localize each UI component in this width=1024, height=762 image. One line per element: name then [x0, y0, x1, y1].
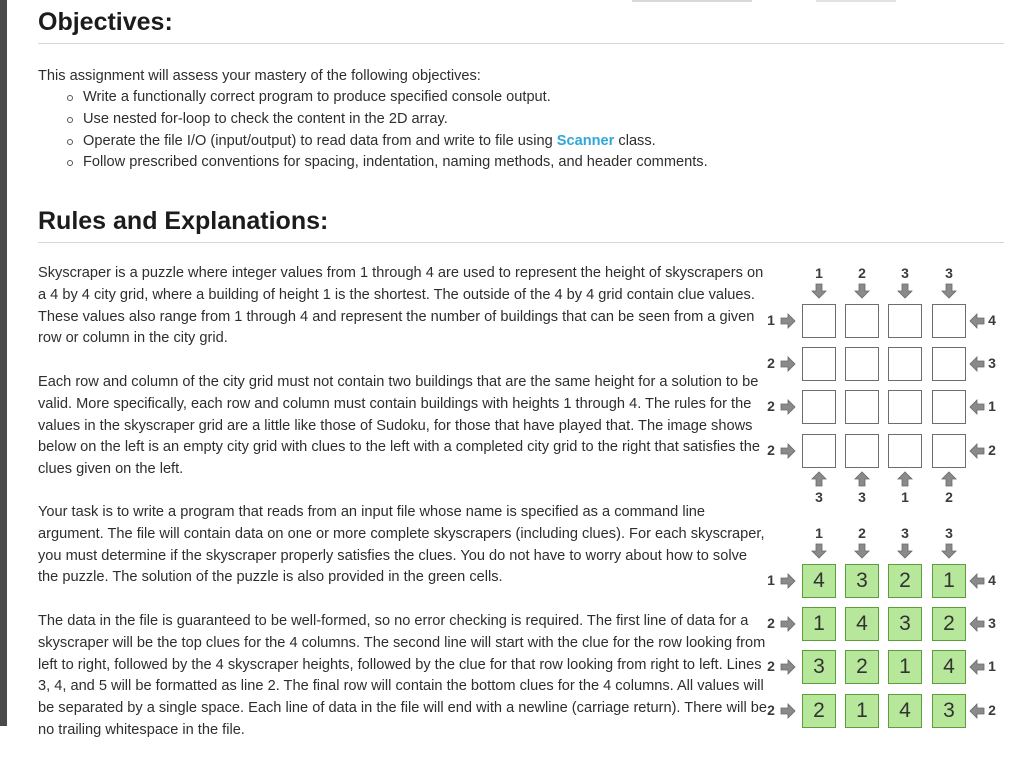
grid-cell	[802, 390, 836, 424]
right-clue: 1	[988, 658, 996, 674]
bottom-clue: 3	[858, 489, 866, 505]
grid-cell: 3	[802, 650, 836, 684]
grid-cell: 4	[845, 607, 879, 641]
top-clue: 3	[945, 265, 953, 281]
grid-cell: 1	[932, 564, 966, 598]
grid-cell: 2	[845, 650, 879, 684]
grid-cell: 2	[802, 694, 836, 728]
paragraph-text: Skyscraper is a puzzle where integer values from 1 through 4 are used to represent the height of skyscrapers on a 4 by 4 city grid, where a building of height 1 is the shortest. The outside of the 4 by 4 grid contain clue values. These values also range from 1 through 4 and represent the number of buildings that can be seen from a given row or column in the city grid.	[38, 265, 764, 347]
bottom-clue: 3	[815, 489, 823, 505]
left-clue: 2	[767, 355, 775, 371]
arrow-down-icon	[854, 543, 870, 559]
list-item: Write a functionally correct program to produce specified console output.	[60, 87, 708, 109]
top-clue: 3	[945, 525, 953, 541]
divider	[38, 43, 1004, 44]
arrow-left-icon	[969, 356, 985, 372]
list-item-text: class.	[614, 132, 656, 149]
grid-cell	[888, 434, 922, 468]
arrow-up-icon	[854, 471, 870, 487]
list-item: Follow prescribed conventions for spacing, indentation, naming methods, and header comments.	[60, 152, 708, 174]
right-clue: 2	[988, 702, 996, 718]
arrow-right-icon	[780, 313, 796, 329]
left-clue: 2	[767, 702, 775, 718]
arrow-down-icon	[811, 543, 827, 559]
arrow-right-icon	[780, 703, 796, 719]
rules-paragraph	[38, 611, 770, 742]
skyscraper-empty-grid	[760, 262, 1024, 505]
grid-cell	[932, 434, 966, 468]
paragraph-text: Your task is to write a program that reads from an input file whose name is specified as a command line argument. The file will contain data on one or more complete skyscrapers (including clues). For each skyscraper, you must determine if the skyscraper properly satisfies the clues. You do not have to worry about how to solve the puzzle. The solution of the puzzle is also provided in the green cells.	[38, 504, 765, 586]
arrow-down-icon	[854, 283, 870, 299]
arrow-left-icon	[969, 659, 985, 675]
arrow-right-icon	[780, 659, 796, 675]
arrow-up-icon	[811, 471, 827, 487]
left-clue: 1	[767, 572, 775, 588]
paragraph-text: The data in the file is guaranteed to be well-formed, so no error checking is required. The first line of data for a skyscraper will be the top clues for the 4 columns. The second line will start with the clue for the row looking from left to right, followed by the 4 skyscraper heights, followed by the clue for that row looking from right to left. Lines 3, 4, and 5 will be formatted as line 2. The final row will contain the bottom clues for the 4 columns. All values will be separated by a single space. Each line of data in the file will end with a newline (carriage return). There will be no trailing whitespace in the file.	[38, 613, 768, 738]
code-term: Scanner	[556, 132, 615, 149]
left-clue: 2	[767, 615, 775, 631]
grid-cell: 1	[802, 607, 836, 641]
skyscraper-solved-grid	[760, 522, 1024, 762]
rules-paragraph	[38, 263, 770, 350]
top-clue: 1	[815, 525, 823, 541]
arrow-left-icon	[969, 313, 985, 329]
grid-cell: 2	[932, 607, 966, 641]
grid-cell	[932, 347, 966, 381]
arrow-left-icon	[969, 399, 985, 415]
grid-cell	[802, 347, 836, 381]
grid-cell	[802, 304, 836, 338]
top-clue: 3	[901, 265, 909, 281]
arrow-left-icon	[969, 573, 985, 589]
divider	[38, 242, 1004, 243]
arrow-down-icon	[941, 283, 957, 299]
grid-cell: 2	[888, 564, 922, 598]
grid-cell: 4	[932, 650, 966, 684]
rules-heading: Rules and Explanations:	[38, 207, 329, 235]
list-item: Use nested for-loop to check the content in the 2D array.	[60, 109, 708, 131]
arrow-right-icon	[780, 573, 796, 589]
grid-cell: 3	[932, 694, 966, 728]
arrow-left-icon	[969, 443, 985, 459]
arrow-right-icon	[780, 399, 796, 415]
right-clue: 3	[988, 355, 996, 371]
grid-cell: 4	[802, 564, 836, 598]
left-clue: 1	[767, 312, 775, 328]
bottom-clue: 2	[945, 489, 953, 505]
arrow-right-icon	[780, 616, 796, 632]
grid-cell	[845, 434, 879, 468]
top-clue: 1	[815, 265, 823, 281]
right-clue: 4	[988, 572, 996, 588]
right-clue: 3	[988, 615, 996, 631]
top-divider-fragment	[816, 0, 896, 2]
grid-cell: 1	[845, 694, 879, 728]
arrow-down-icon	[897, 543, 913, 559]
arrow-left-icon	[969, 703, 985, 719]
list-item	[60, 131, 708, 153]
right-clue: 2	[988, 442, 996, 458]
grid-cell: 4	[888, 694, 922, 728]
grid-cell: 3	[888, 607, 922, 641]
grid-cell	[888, 304, 922, 338]
top-clue: 2	[858, 525, 866, 541]
left-clue: 2	[767, 442, 775, 458]
objectives-intro: This assignment will assess your mastery of the following objectives:	[38, 68, 481, 84]
grid-cell: 3	[845, 564, 879, 598]
arrow-down-icon	[897, 283, 913, 299]
top-divider-fragment	[632, 0, 752, 2]
arrow-left-icon	[969, 616, 985, 632]
arrow-up-icon	[941, 471, 957, 487]
grid-cell	[932, 304, 966, 338]
arrow-down-icon	[811, 283, 827, 299]
objectives-list	[60, 87, 708, 174]
grid-cell	[845, 390, 879, 424]
top-clue: 2	[858, 265, 866, 281]
arrow-right-icon	[780, 356, 796, 372]
grid-cell	[845, 347, 879, 381]
right-clue: 4	[988, 312, 996, 328]
window-edge	[0, 0, 7, 726]
paragraph-text: Each row and column of the city grid must not contain two buildings that are the same height for a solution to be valid. More specifically, each row and column must contain buildings with heights 1 through 4. The rules for the values in the skyscraper grid are a little like those of Sudoku, for those that have played that. The image shows below on the left is an empty city grid with clues to the left with a completed city grid to the right that satisfies the clues given on the left.	[38, 374, 760, 478]
grid-cell	[845, 304, 879, 338]
rules-paragraph	[38, 372, 770, 481]
rules-paragraph	[38, 502, 770, 589]
arrow-up-icon	[897, 471, 913, 487]
grid-cell	[888, 347, 922, 381]
arrow-down-icon	[941, 543, 957, 559]
left-clue: 2	[767, 398, 775, 414]
grid-cell	[802, 434, 836, 468]
top-clue: 3	[901, 525, 909, 541]
grid-cell	[888, 390, 922, 424]
bottom-clue: 1	[901, 489, 909, 505]
grid-cell: 1	[888, 650, 922, 684]
right-clue: 1	[988, 398, 996, 414]
list-item-text: Operate the file I/O (input/output) to read data from and write to file using	[83, 132, 557, 149]
objectives-heading: Objectives:	[38, 8, 173, 36]
grid-cell	[932, 390, 966, 424]
arrow-right-icon	[780, 443, 796, 459]
left-clue: 2	[767, 658, 775, 674]
